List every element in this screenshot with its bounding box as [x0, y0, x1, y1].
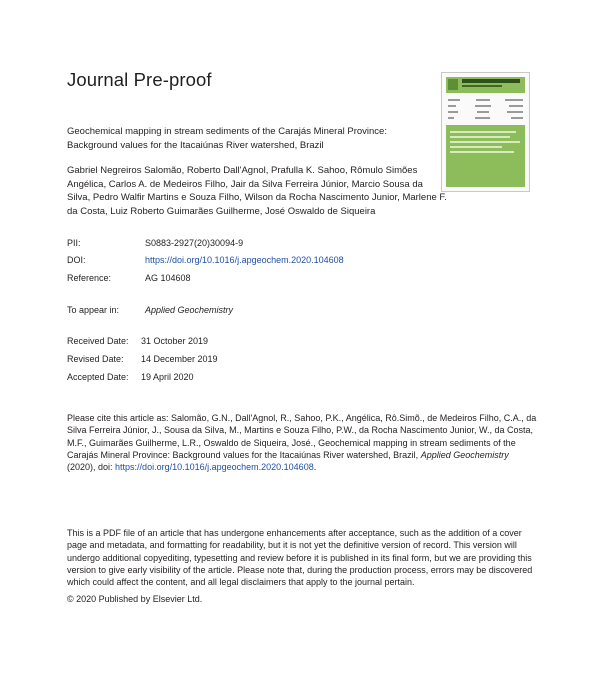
citation-paragraph: Please cite this article as: Salomão, G.N., Dall'Agnol, R., Sahoo, P.K., Angélica, Rô.Simõ., de Medeiros Filho, C.A., da Silva Ferreira Júnior, J., Sousa da Silva, M., Martins e Souza Filho, P.W., da Rocha Nascimento Junior, W., da Costa, M.F., Guimarães Guilherme, L.R., Oswaldo de Siqueira, José., Geochemical mapping in stream sediments of the Carajás Mineral Province: Background values for the Itacaiúnas River watershed, Brazil, Applied Geochemistry (2020), doi: https://doi.org/10.1016/j.apgeochem.2020.104608. — [67, 413, 537, 473]
cover-header-band — [446, 77, 525, 93]
citation-year-doi: (2020), doi: — [67, 462, 113, 473]
page-heading: Journal Pre-proof — [67, 69, 212, 90]
cover-contents-lines — [448, 99, 523, 123]
pii-label: PII: — [67, 238, 81, 248]
revised-date-value: 14 December 2019 — [141, 354, 218, 364]
received-date-label: Received Date: — [67, 336, 129, 346]
cover-footer-band — [446, 125, 525, 187]
copyright-notice: © 2020 Published by Elsevier Ltd. — [67, 594, 203, 604]
accepted-date-label: Accepted Date: — [67, 372, 129, 382]
accepted-date-value: 19 April 2020 — [141, 372, 194, 382]
pii-value: S0883-2927(20)30094-9 — [145, 238, 244, 248]
article-title: Geochemical mapping in stream sediments of the Carajás Mineral Province: Background values for the Itacaiúnas River watershed, Brazil — [67, 126, 387, 151]
cover-logo-icon — [448, 79, 458, 90]
preproof-notice: This is a PDF file of an article that has undergone enhancements after acceptance, such as the addition of a cover page and metadata, and formatting for readability, but it is not yet the definitive version of record. This version will undergo additional copyediting, typesetting and review before it is published in its final form, but we are providing this version to give early visibility of the article. Please note that, during the production process, errors may be discovered which could affect the content, and all legal disclaimers that apply to the journal pertain. — [67, 528, 533, 588]
received-date-value: 31 October 2019 — [141, 336, 209, 346]
citation-text: Please cite this article as: Salomão, G.N., Dall'Agnol, R., Sahoo, P.K., Angélica, Rô.Simõ., de Medeiros Filho, C.A., da Silva Ferreira Júnior, J., Sousa da Silva, M., Martins e Souza Filho, P.W., da Rocha Nascimento Junior, W., da Costa, M.F., Guimarães Guilherme, L.R., Oswaldo de Siqueira, José., Geochemical mapping in stream sediments of the Carajás Mineral Province: Background values for the Itacaiúnas River watershed, Brazil, — [67, 413, 537, 460]
appear-in-label: To appear in: — [67, 305, 120, 315]
citation-journal: Applied Geochemistry — [420, 449, 509, 460]
journal-cover-thumbnail-icon — [441, 72, 530, 192]
article-authors: Gabriel Negreiros Salomão, Roberto Dall'Agnol, Prafulla K. Sahoo, Rômulo Simões Angélica, Carlos A. de Medeiros Filho, Jair da Silva Ferreira Júnior, Marcio Sousa da Silva, Pedro Walfir Martins e Souza Filho, Wilson da Rocha Nascimento Junior, Marlene F. da Costa, Luiz Roberto Guimarães Guilherme, José Oswaldo de Siqueira — [67, 165, 447, 217]
doi-link[interactable]: https://doi.org/10.1016/j.apgeochem.2020.104608 — [145, 255, 344, 265]
revised-date-label: Revised Date: — [67, 354, 124, 364]
journal-name: Applied Geochemistry — [145, 305, 234, 315]
citation-doi-link[interactable]: https://doi.org/10.1016/j.apgeochem.2020.104608 — [115, 462, 314, 473]
reference-label: Reference: — [67, 273, 112, 283]
doi-label: DOI: — [67, 255, 86, 265]
reference-value: AG 104608 — [145, 273, 191, 283]
